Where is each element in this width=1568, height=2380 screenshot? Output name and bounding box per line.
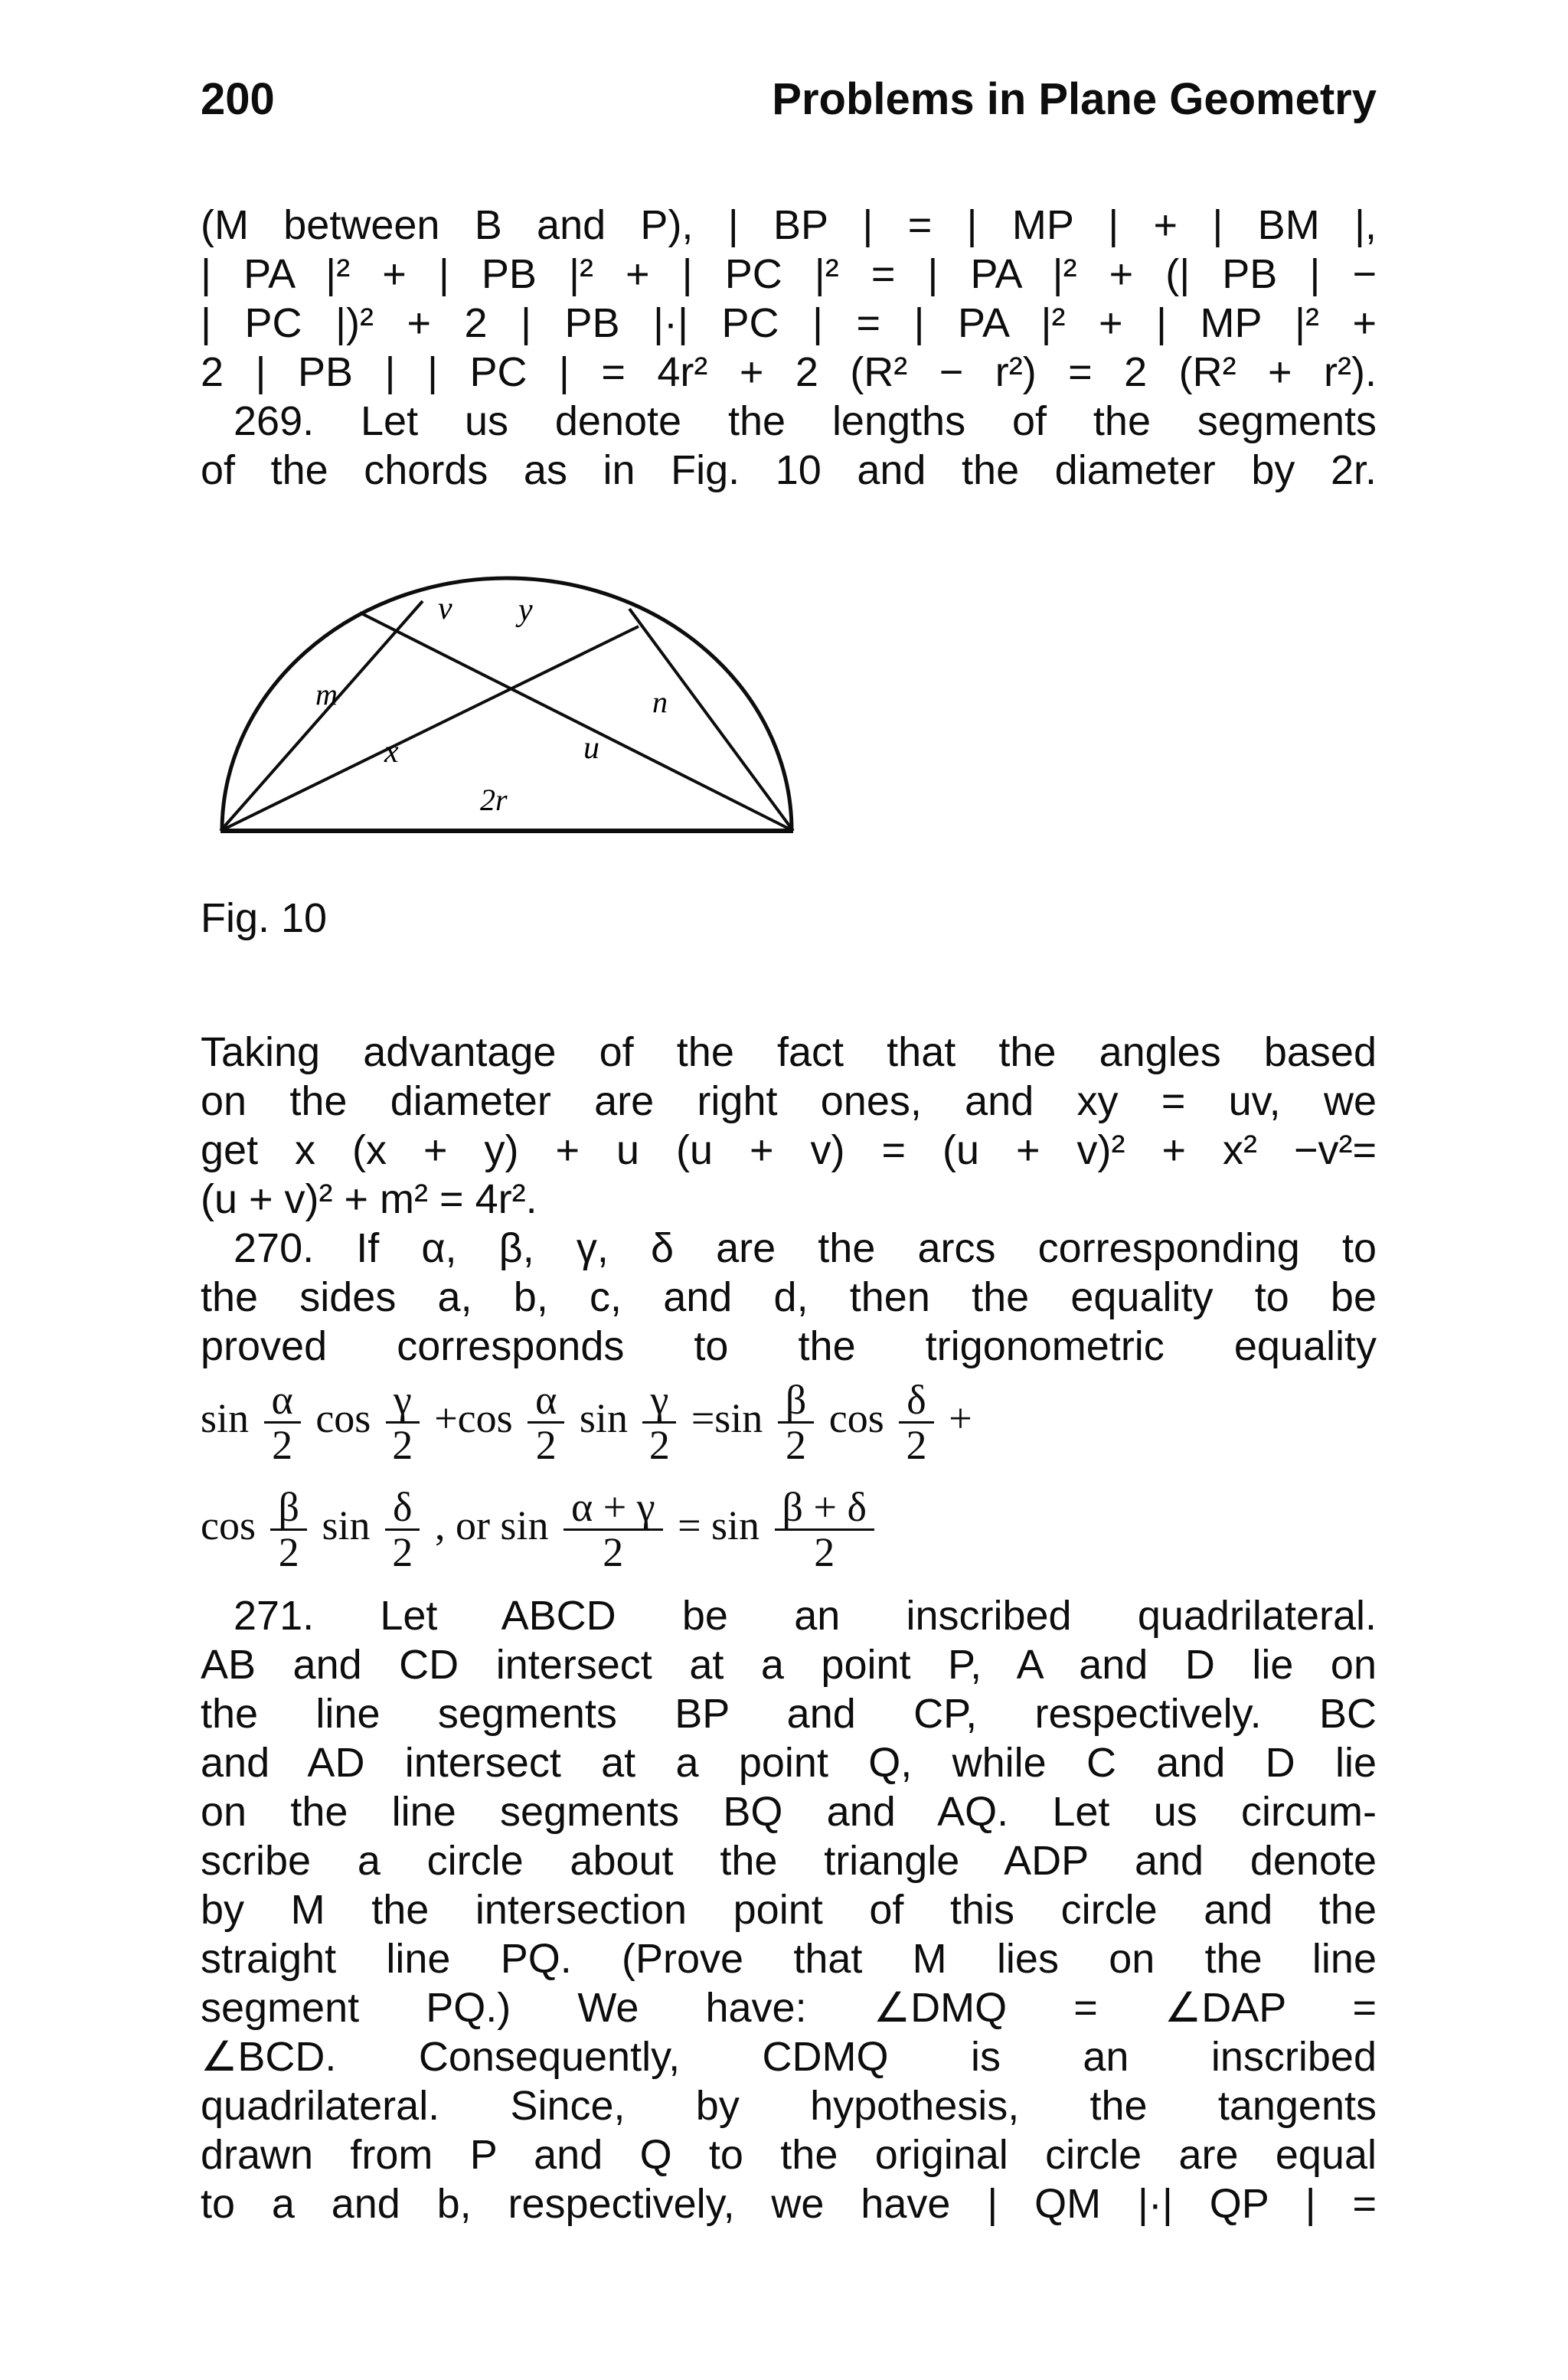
text-line: on the line segments BQ and AQ. Let us circum- bbox=[201, 1789, 1377, 1835]
running-title: Problems in Plane Geometry bbox=[772, 74, 1377, 124]
text-line: ∠BCD. Consequently, CDMQ is an inscribed bbox=[201, 2034, 1377, 2080]
text-line: 2 | PB | | PC | = 4r² + 2 (R² − r²) = 2 (R² + r²). bbox=[201, 349, 1377, 395]
figure-caption: Fig. 10 bbox=[201, 895, 328, 941]
text-line: 269. Let us denote the lengths of the segments bbox=[234, 398, 1377, 444]
text-line: 271. Let ABCD be an inscribed quadrilateral. bbox=[234, 1593, 1377, 1639]
chord-cross-2 bbox=[220, 626, 639, 831]
text-line: get x (x + y) + u (u + v) = (u + v)² + x² −v²= bbox=[201, 1127, 1377, 1173]
label-y: y bbox=[518, 593, 533, 628]
text-line: (u + v)² + m² = 4r². bbox=[201, 1176, 537, 1222]
label-v: v bbox=[438, 591, 452, 626]
text-line: the sides a, b, c, and d, then the equality to be bbox=[201, 1274, 1377, 1320]
label-x: x bbox=[384, 734, 399, 770]
text-line: drawn from P and Q to the original circle are equal bbox=[201, 2132, 1377, 2178]
label-m: m bbox=[315, 677, 338, 711]
text-line: and AD intersect at a point Q, while C and D lie bbox=[201, 1740, 1377, 1786]
label-diameter: 2r bbox=[480, 783, 508, 817]
text-line: the line segments BP and CP, respectively. BC bbox=[201, 1691, 1377, 1737]
text-line: | PA |² + | PB |² + | PC |² = | PA |² + (| PB | − bbox=[201, 251, 1377, 297]
text-line: 270. If α, β, γ, δ are the arcs corresponding to bbox=[234, 1225, 1377, 1271]
chord-cross-1 bbox=[360, 613, 793, 831]
text-line: on the diameter are right ones, and xy = uv, we bbox=[201, 1078, 1377, 1124]
text-line: (M between B and P), | BP | = | MP | + | BM |, bbox=[201, 202, 1377, 248]
label-u: u bbox=[583, 731, 599, 766]
text-line: AB and CD intersect at a point P, A and D lie on bbox=[201, 1642, 1377, 1688]
equation-row-2: cos $\frac{\beta}{2}$ sin $\frac{\delta}{2}$ , or sin $\frac{\alpha + \gamma}{2}$ = sin $\frac{\beta + \delta}{2}$ bbox=[201, 1486, 1377, 1574]
semicircle-figure bbox=[216, 567, 798, 842]
text-line: quadrilateral. Since, by hypothesis, the tangents bbox=[201, 2083, 1377, 2129]
text-line: proved corresponds to the trigonometric equality bbox=[201, 1323, 1377, 1369]
chord-left bbox=[220, 601, 423, 831]
text-line: to a and b, respectively, we have | QM |·| QP | = bbox=[201, 2181, 1377, 2227]
text-line: of the chords as in Fig. 10 and the diameter by 2r. bbox=[201, 447, 1377, 493]
text-line: by M the intersection point of this circle and the bbox=[201, 1887, 1377, 1933]
label-n: n bbox=[652, 685, 668, 719]
text-line: scribe a circle about the triangle ADP and denote bbox=[201, 1838, 1377, 1884]
text-line: | PC |)² + 2 | PB |·| PC | = | PA |² + | MP |² + bbox=[201, 300, 1377, 346]
equation-row-1: sin $\frac{\alpha}{2}$ cos $\frac{\gamma}{2}$ +cos $\frac{\alpha}{2}$ sin $\frac{\gamma}{2}$ =sin $\frac{\beta}{2}$ cos $\frac{\delta}{2}$ + bbox=[201, 1377, 972, 1468]
text-line: Taking advantage of the fact that the angles based bbox=[201, 1029, 1377, 1075]
text-line: segment PQ.) We have: ∠DMQ = ∠DAP = bbox=[201, 1985, 1377, 2031]
text-line: straight line PQ. (Prove that M lies on the line bbox=[201, 1936, 1377, 1982]
chord-right bbox=[629, 609, 793, 831]
page-number: 200 bbox=[201, 74, 275, 124]
